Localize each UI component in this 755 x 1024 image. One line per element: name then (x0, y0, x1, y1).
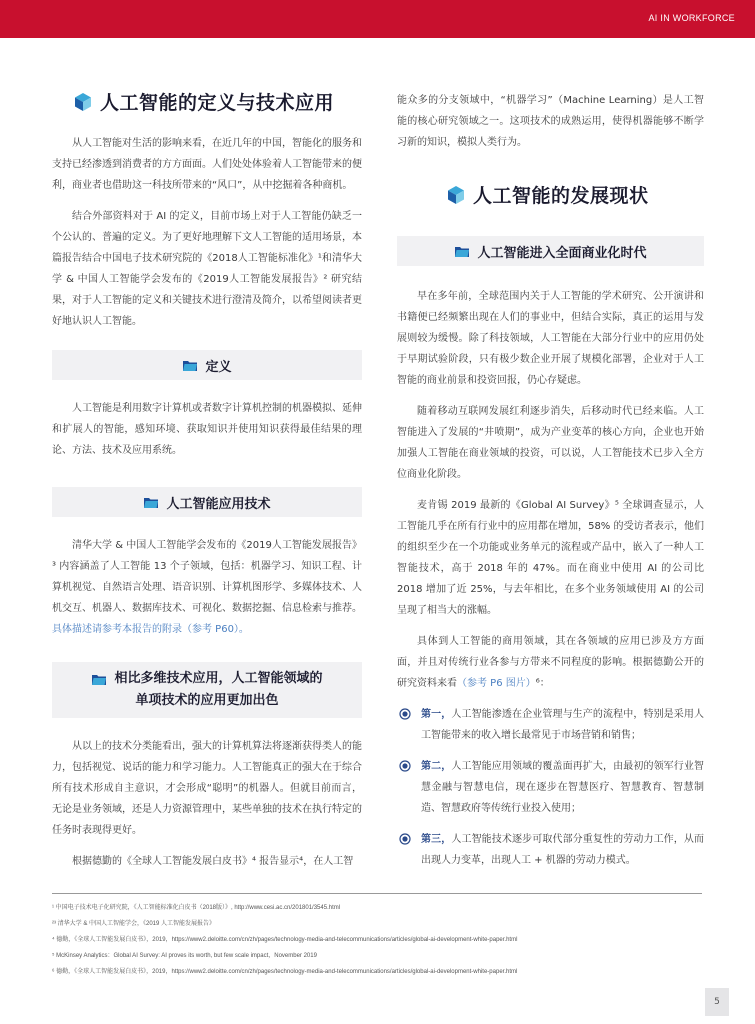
paragraph-4-text: 具体到人工智能的商用领域，其在各领域的应用已涉及方方面面，并且对传统行业各参与方带来不同程度的影响。根据德勤公开的研究资料来看 (397, 636, 704, 689)
intro-paragraph-2: 结合外部资料对于 AI 的定义，目前市场上对于人工智能仍缺乏一个公认的、普遍的定义。为了更好地理解下文人工智能的适用场景，本篇报告结合中国电子技术研究院的《2018人工智能标准化》¹和清华大学 & 中国人工智能学会发布的《2019人工智能发展报告》² 研究结果，对于人工智能的定义和关键技术进行澄清及简介，以希望阅读者更好地认识人工智能。 (52, 211, 362, 327)
folder-icon (454, 245, 470, 258)
section-single-technology (52, 662, 362, 718)
section-definition-title: 定义 (205, 359, 232, 375)
folder-icon (91, 673, 107, 686)
radio-bullet-icon (399, 760, 411, 772)
commercialization-paragraph-2: 随着移动互联网发展红利逐步消失，后移动时代已经来临。人工智能进入了发展的“井喷期”，成为产业变革的核心方向，企业也开始加强人工智能在商业领域的投资，可以说，人工智能技术已步入全方位商业化阶段。 (397, 406, 704, 480)
section-definition (52, 350, 362, 380)
footnote-4: ⁴ 德勤，《全球人工智能发展白皮书》，2019，https://www2.deloitte.com/cn/zh/pages/technology-media-and-telecommunications/articles/global-ai-development-white-paper.html (52, 937, 518, 943)
heading-text: 人工智能的定义与技术应用 (100, 92, 335, 114)
bullet-lead: 第二， (421, 761, 452, 772)
header-title: AI IN WORKFORCE (648, 13, 735, 23)
deloitte-paragraph: 根据德勤的《全球人工智能发展白皮书》⁴ 报告显示⁴，在人工智 (72, 856, 354, 867)
radio-bullet-icon (399, 833, 411, 845)
cube-icon (74, 92, 92, 112)
section-application-technology (52, 487, 362, 517)
appendix-link[interactable]: 具体描述请参考本报告的附录（参考 P60）。 (52, 624, 249, 635)
page-number: 5 (705, 988, 729, 1016)
section-commercialization (397, 236, 704, 266)
section-commercialization-title: 人工智能进入全面商业化时代 (477, 245, 647, 261)
left-column (52, 88, 362, 872)
continued-paragraph: 能众多的分支领域中，“机器学习”（Machine Learning）是人工智能的核心研究领域之一。这项技术的成熟运用，使得机器能够不断学习新的知识，模拟人类行为。 (397, 95, 704, 148)
bullet-text: 人工智能应用领域的覆盖面再扩大，由最初的领军行业智慧金融与智慧电信，现在逐步在智慧医疗、智慧教育、智慧制造、智慧政府等传统行业投入使用； (421, 761, 705, 814)
folder-icon (143, 496, 159, 509)
definition-paragraph: 人工智能是利用数字计算机或者数字计算机控制的机器模拟、延伸和扩展人的智能，感知环境、获取知识并使用知识获得最佳结果的理论、方法、技术及应用系统。 (52, 403, 362, 456)
bullet-lead: 第三， (421, 834, 452, 845)
p6-figure-link[interactable]: （参考 P6 图片） (457, 678, 536, 689)
section-application-technology-title: 人工智能应用技术 (166, 496, 271, 512)
intro-paragraph-1: 从人工智能对生活的影响来看，在近几年的中国，智能化的服务和支持已经渗透到消费者的方方面面。人们处处体验着人工智能带来的便利，商业者也借助这一科技所带来的“风口”，从中挖掘着各种商机。 (52, 138, 362, 191)
header-bar (0, 0, 755, 38)
bullet-text: 人工智能渗透在企业管理与生产的流程中，特别是采用人工智能带来的收入增长最常见于市场营销和销售； (421, 709, 705, 741)
right-column (397, 90, 704, 871)
footnote-5: ⁵ McKinsey Analytics：Global AI Survey: AI proves its worth, but few scale impact，November 2019 (52, 953, 317, 959)
commercialization-paragraph-1: 早在多年前，全球范围内关于人工智能的学术研究、公开演讲和书籍便已经频繁出现在人们的事业中，但结合实际，真正的运用与发展则较为缓慢。除了科技领域，人工智能在大部分行业中的应用仍处于早期试验阶段，只有极少数企业开展了规模化部署，企业对于人工智能的商业前景和投资回报，仍心存疑虑。 (397, 291, 704, 386)
folder-icon (182, 359, 198, 372)
commercialization-paragraph-4 (397, 631, 704, 694)
footnote-2-3: ²³ 清华大学 & 中国人工智能学会，《2019 人工智能发展报告》 (52, 921, 216, 927)
section-single-technology-title-line1: 相比多维技术应用，人工智能领域的 (114, 671, 323, 686)
list-item (397, 756, 704, 819)
paragraph-4-tail: ⁶： (535, 678, 550, 689)
heading-development-status (447, 181, 704, 208)
footnote-divider (52, 893, 702, 894)
radio-bullet-icon (399, 708, 411, 720)
commercialization-paragraph-3: 麦肯锡 2019 最新的《Global AI Survey》⁵ 全球调查显示，人工智能几乎在所有行业中的应用都在增加，58% 的受访者表示，他们的组织至少在一个功能或业务单元的流程或产品中，嵌入了一种人工智能技术，高于 2018 年的 47%。而在商业中使用 AI 的公司比 2018 增加了近 25%，与去年相比，在多个业务领域使用 AI 的公司呈现了相当大的涨幅。 (397, 500, 704, 616)
single-technology-paragraph: 从以上的技术分类能看出，强大的计算机算法将逐渐获得类人的能力，包括视觉、说话的能力和学习能力。人工智能真正的强大在于综合所有技术形成自主意识，才会形成“聪明”的机器人。但就目前而言，无论是业务领域，还是人力资源管理中，某些单独的技术在执行特定的任务时表现得更好。 (52, 741, 362, 836)
bullet-lead: 第一， (421, 709, 452, 720)
section-single-technology-title-line2: 单项技术的应用更加出色 (135, 693, 279, 708)
heading-definition-and-application (74, 88, 362, 115)
list-item (397, 704, 704, 746)
list-item (397, 829, 704, 871)
footnote-1: ¹ 中国电子技术电子化研究院，《人工智能标准化白皮书（2018版）》, http://www.cesi.ac.cn/201801/3545.html (52, 905, 341, 911)
heading-text: 人工智能的发展现状 (473, 185, 649, 207)
bullet-text: 人工智能技术逐步可取代部分重复性的劳动力工作，从而出现人力变革，出现人工 + 机器的劳动力模式。 (421, 834, 705, 866)
footnote-6: ⁶ 德勤，《全球人工智能发展白皮书》，2019，https://www2.deloitte.com/cn/zh/pages/technology-media-and-telecommunications/articles/global-ai-development-white-paper.html (52, 969, 518, 975)
technology-paragraph: 清华大学 & 中国人工智能学会发布的《2019人工智能发展报告》³ 内容涵盖了人工智能 13 个子领域，包括：机器学习、知识工程、计算机视觉、自然语言处理、语音识别、计算机图形学、多媒体技术、人机交互、机器人、数据库技术、可视化、数据挖掘、信息检索与推荐。 (52, 540, 362, 614)
cube-icon (447, 185, 465, 205)
